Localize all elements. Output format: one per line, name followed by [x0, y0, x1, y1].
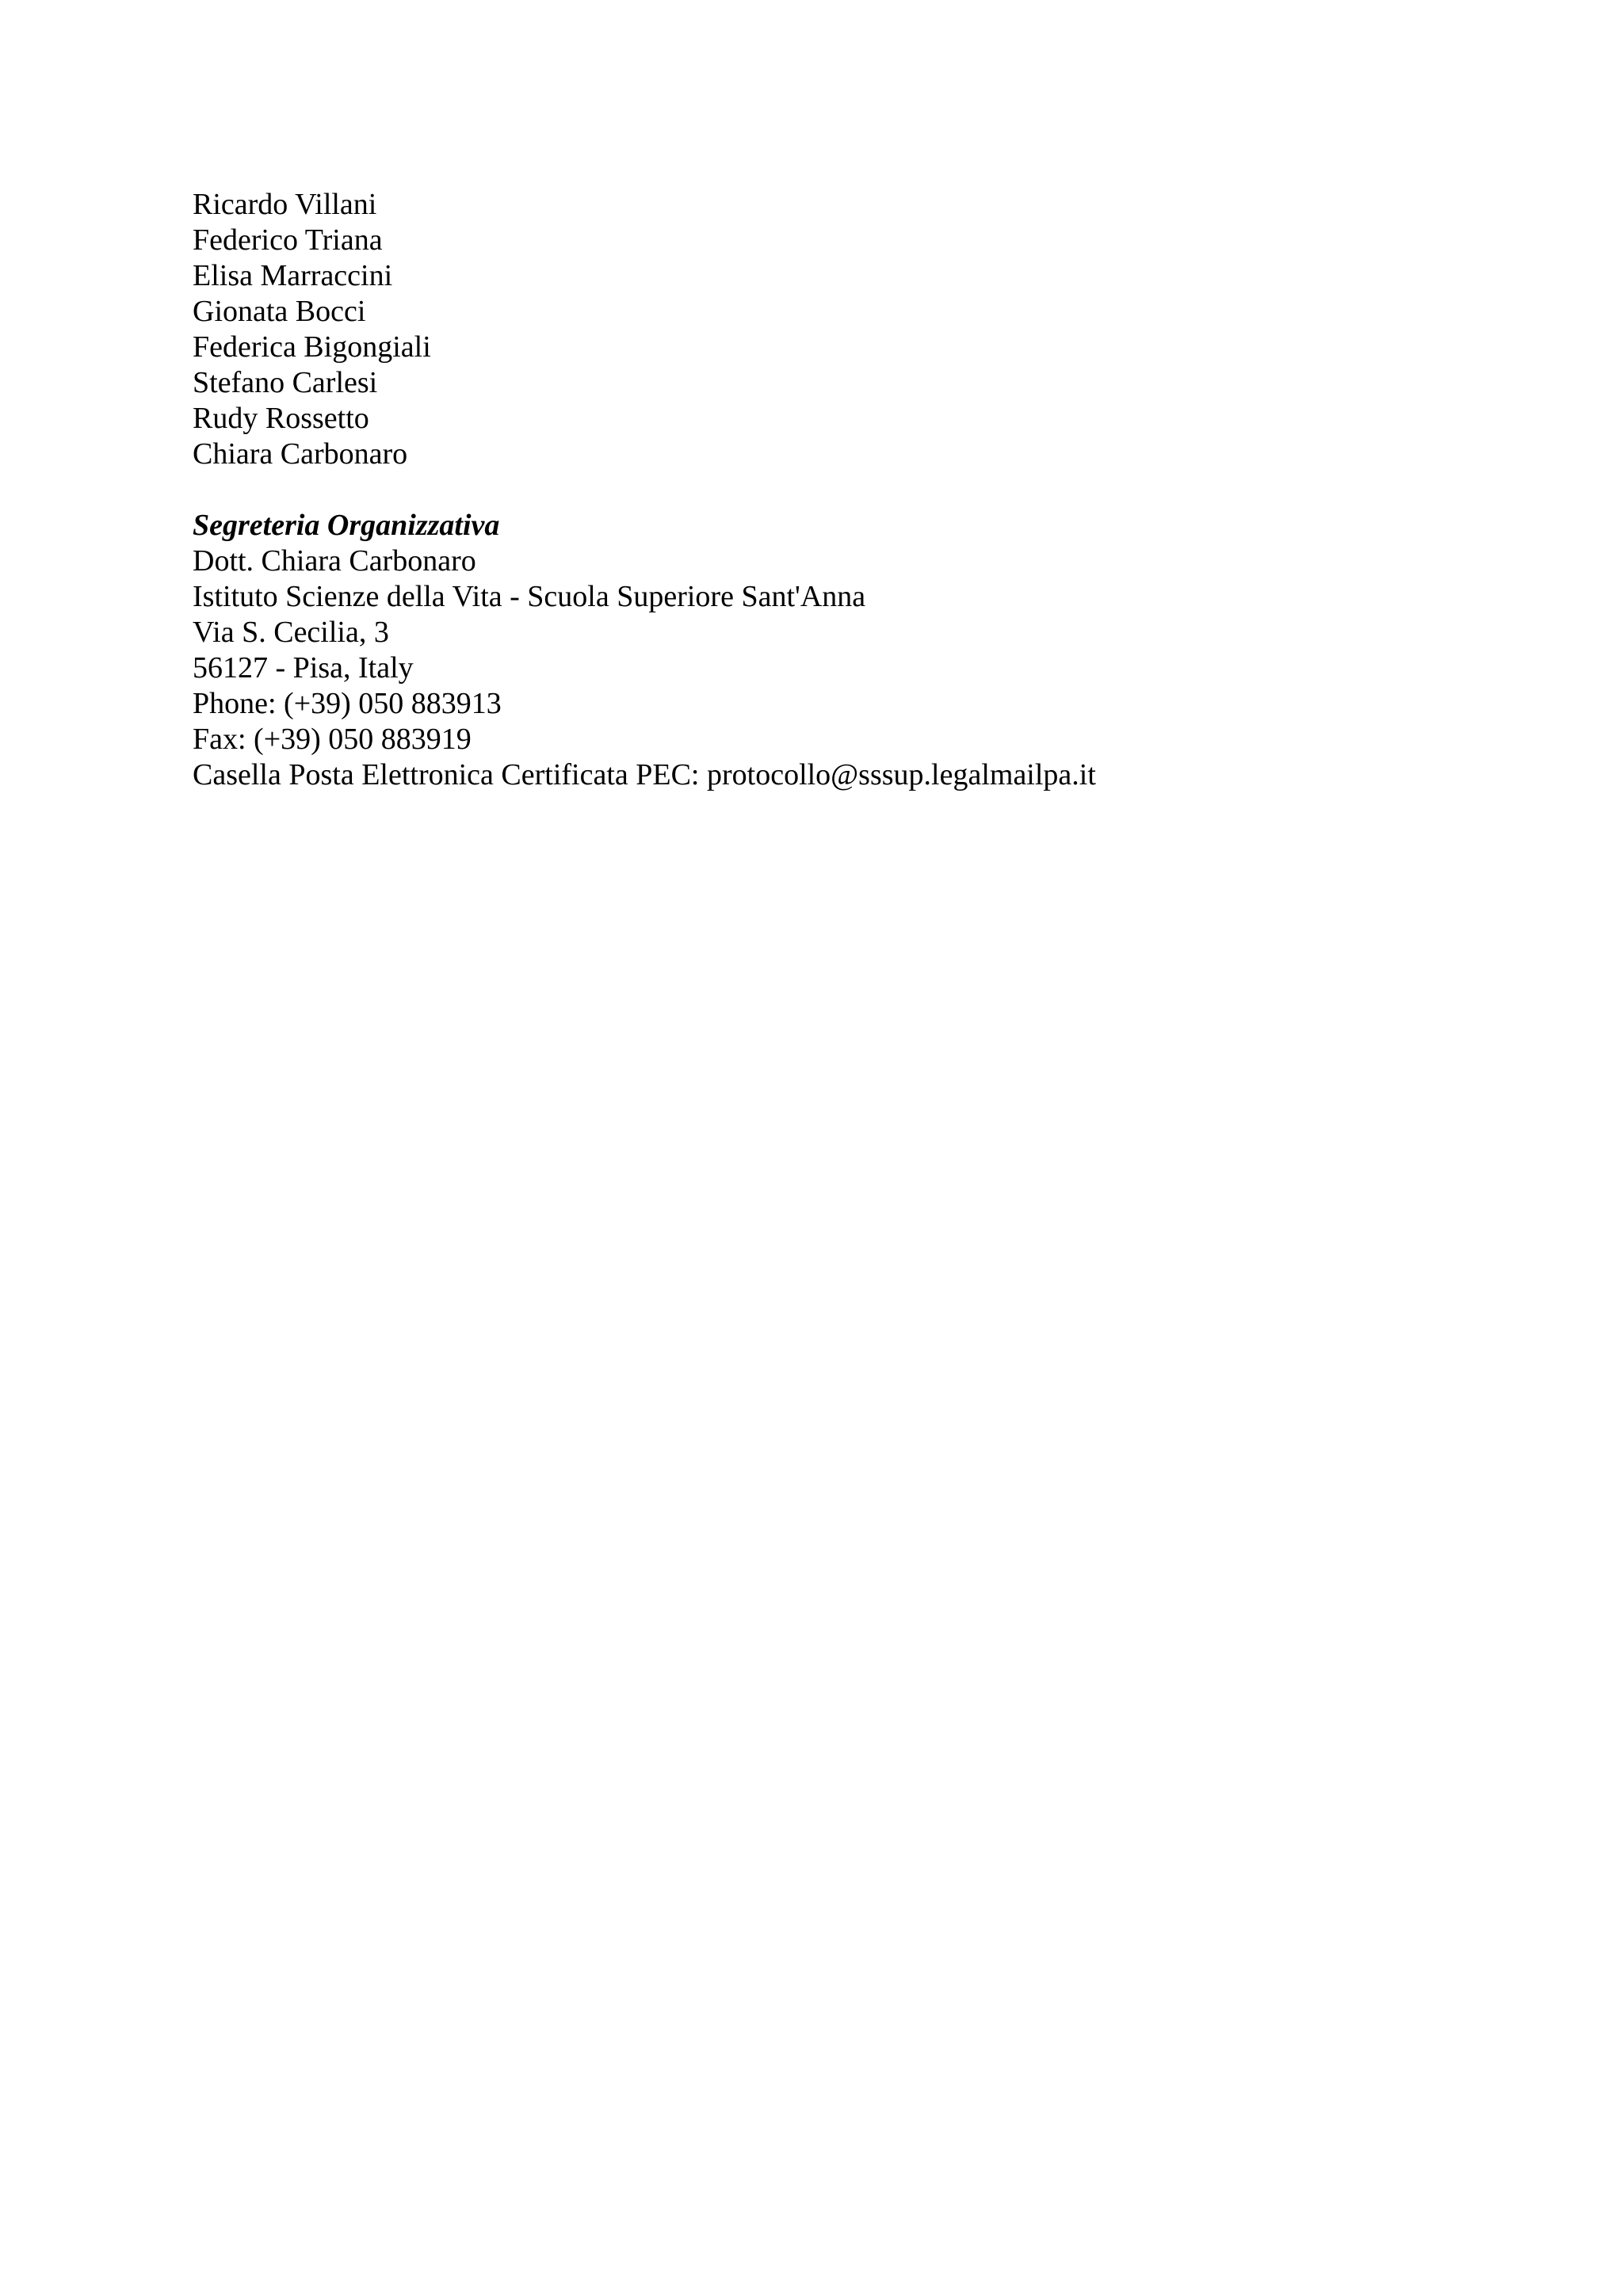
committee-member: Stefano Carlesi	[193, 366, 378, 399]
committee-member: Ricardo Villani	[193, 188, 377, 221]
committee-list	[193, 187, 1540, 472]
city-address: 56127 - Pisa, Italy	[193, 651, 414, 685]
secretariat-block	[193, 508, 1540, 793]
committee-member: Federica Bigongiali	[193, 330, 431, 364]
section-heading: Segreteria Organizzativa	[193, 509, 500, 542]
pec-email: Casella Posta Elettronica Certificata PEC: protocollo@sssup.legalmailpa.it	[193, 758, 1096, 791]
committee-member: Rudy Rossetto	[193, 402, 369, 435]
street-address: Via S. Cecilia, 3	[193, 616, 389, 649]
contact-name: Dott. Chiara Carbonaro	[193, 544, 476, 578]
paragraph-spacer	[193, 472, 1540, 508]
committee-member: Federico Triana	[193, 223, 383, 257]
committee-member: Gionata Bocci	[193, 295, 366, 328]
fax-number: Fax: (+39) 050 883919	[193, 723, 472, 756]
institute-name: Istituto Scienze della Vita - Scuola Superiore Sant'Anna	[193, 580, 866, 613]
document-body	[193, 187, 1540, 793]
phone-number: Phone: (+39) 050 883913	[193, 687, 502, 720]
committee-member: Chiara Carbonaro	[193, 437, 408, 471]
committee-member: Elisa Marraccini	[193, 259, 393, 292]
